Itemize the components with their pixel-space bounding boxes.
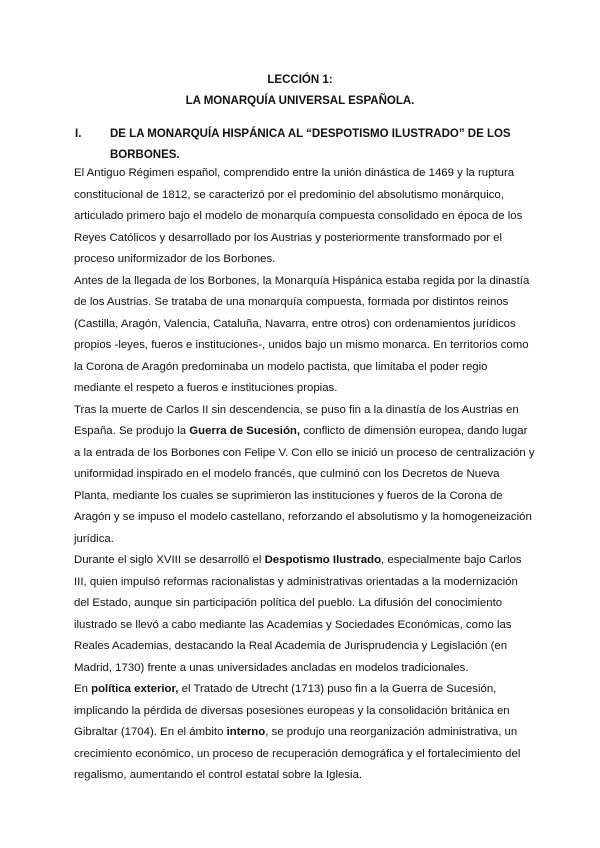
lesson-title-line2: LA MONARQUÍA UNIVERSAL ESPAÑOLA. [185, 95, 415, 107]
paragraph-2: Antes de la llegada de los Borbones, la Monarquía Hispánica estaba regida por la dinastía de los Austrias. Se trataba de una monarquía compuesta, formada por distintos reinos (Castilla, Aragón, Valencia, Cataluña, Navarra, entre otros) con ordenamientos jurídicos propios -leyes, fueros e instituciones-, unidos bajo un mismo monarca. En territorios como la Corona de Aragón predominaba un modelo pactista, que limitaba el poder regio mediante el respeto a fueros e instituciones propias. [74, 274, 530, 394]
paragraph-5-bold-1: política exterior, [91, 683, 179, 695]
body-text [74, 163, 536, 787]
paragraph-5-bold-2: interno [226, 726, 266, 738]
section-number: I. [75, 128, 82, 140]
paragraph-4-text-b: , especialmente bajo Carlos III, quien impulsó reformas racionalistas y administrativas orientadas a la modernización del Estado, aunque sin participación política del pueblo. La difusión del conocimiento ilustrado se llevó a cabo mediante las Academias y Sociedades Económicas, como las Reales Academias, destacando la Real Academia de Jurisprudencia y Legislación (en Madrid, 1730) frente a unas universidades ancladas en modelos tradicionales. [74, 554, 522, 674]
paragraph-3-text-b: conflicto de dimensión europea, dando lugar a la entrada de los Borbones con Felipe V. Con ello se inició un proceso de centralización y uniformidad inspirado en el modelo francés, que culminó con los Decretos de Nueva Planta, mediante los cuales se suprimieron las instituciones y fueros de la Corona de Aragón y se impuso el modelo castellano, reforzando el absolutismo y la homogeneización jurídica. [74, 425, 535, 545]
paragraph-3-text-a: Tras la muerte de Carlos II sin descendencia, se puso fin a la dinastía de los Austrias en España. Se produjo la [74, 403, 519, 437]
lesson-title [0, 70, 600, 112]
paragraph-3 [74, 400, 536, 551]
paragraph-5-text-c: , se produjo una reorganización administrativa, un crecimiento económico, un proceso de recuperación demográfica y el fortalecimiento del regalismo, aumentando el control estatal sobre la Iglesia. [74, 726, 521, 781]
lesson-title-line1: LECCIÓN 1: [267, 74, 333, 86]
paragraph-4 [74, 550, 536, 679]
paragraph-5-text-b: el Tratado de Utrecht (1713) puso fin a la Guerra de Sucesión, implicando la pérdida de diversas posesiones europeas y la consolidación británica en Gibraltar (1704). En el ámbito [74, 683, 510, 738]
paragraph-5-text-a: En [74, 683, 92, 695]
paragraph-5 [74, 679, 536, 787]
section-heading-text: DE LA MONARQUÍA HISPÁNICA AL “DESPOTISMO ILUSTRADO” DE LOS BORBONES. [110, 128, 511, 161]
paragraph-4-text-a: Durante el siglo XVIII se desarrolló el [74, 554, 265, 566]
paragraph-3-bold: Guerra de Sucesión, [189, 425, 301, 437]
paragraph-1: El Antiguo Régimen español, comprendido entre la unión dinástica de 1469 y la ruptura constitucional de 1812, se caracterizó por el predominio del absolutismo monárquico, articulado primero bajo el modelo de monarquía compuesta consolidado en época de los Reyes Católicos y desarrollado por los Austrias y posteriormente transformado por el proceso uniformizador de los Borbones. [74, 167, 523, 265]
paragraph-4-bold: Despotismo Ilustrado [264, 554, 382, 566]
